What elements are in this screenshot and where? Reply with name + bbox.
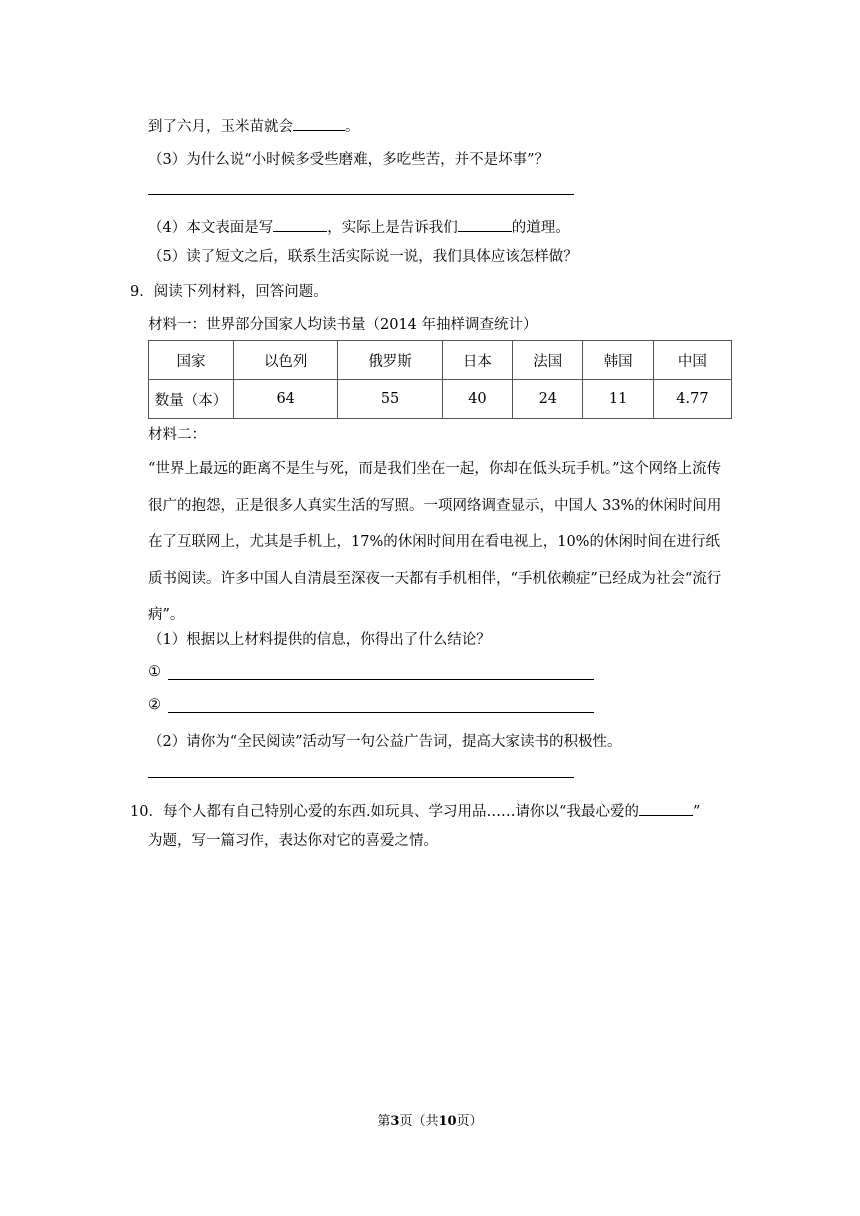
q8-sub3: （3）为什么说“小时候多受些磨难，多吃些苦，并不是坏事”？ (148, 152, 550, 168)
q10-line1 (130, 799, 700, 822)
answer-line[interactable] (168, 679, 594, 680)
answer-blank[interactable] (273, 215, 327, 232)
table-cell: 4.77 (653, 380, 731, 419)
table-cell: 俄罗斯 (338, 341, 442, 380)
reading-table (148, 340, 732, 419)
q8-june-text: 到了六月，玉米苗就会 (148, 119, 293, 135)
table-cell: 国家 (149, 341, 234, 380)
answer-mark-1: ① (148, 664, 161, 680)
answer-line[interactable] (148, 194, 574, 195)
q8-june-line (148, 114, 360, 137)
q8-sub5: （5）读了短文之后，联系生活实际说一说，我们具体应该怎样做？ (148, 249, 578, 265)
table-row (149, 380, 732, 419)
table-cell: 数量（本） (149, 380, 234, 419)
table-cell: 55 (338, 380, 442, 419)
answer-blank[interactable] (293, 114, 345, 131)
footer-post: 页） (456, 1114, 483, 1129)
table-row (149, 341, 732, 380)
q9-sub2: （2）请你为“全民阅读”活动写一句公益广告词，提高大家读书的积极性。 (148, 734, 622, 750)
footer-pre: 第 (377, 1114, 391, 1129)
table-cell: 64 (234, 380, 338, 419)
table-cell: 中国 (653, 341, 731, 380)
q10-text-part2: ” (692, 804, 701, 820)
q10-text-part1: 10．每个人都有自己特别心爱的东西.如玩具、学习用品……请你以“我最心爱的 (130, 804, 639, 820)
q9-sub1: （1）根据以上材料提供的信息，你得出了什么结论？ (148, 632, 491, 648)
table-cell: 24 (513, 380, 583, 419)
answer-blank[interactable] (458, 215, 512, 232)
answer-line[interactable] (148, 777, 574, 778)
table-cell: 以色列 (234, 341, 338, 380)
q8-sub4-part3: 的道理。 (511, 220, 570, 236)
table-cell: 韩国 (583, 341, 653, 380)
q8-sub4-part2: ，实际上是告诉我们 (327, 220, 458, 236)
footer-mid: 页（共 (399, 1114, 439, 1129)
answer-line[interactable] (168, 712, 594, 713)
material2-text: “世界上最远的距离不是生与死，而是我们坐在一起，你却在低头玩手机。”这个网络上流传很广的抱怨，正是很多人真实生活的写照。一项网络调查显示，中国人 33%的休闲时间用在了互联网上，尤其是手机上，17%的休闲时间用在看电视上，10%的休闲时间在进行纸质书阅读。许多中国人自清晨至深夜一天都有手机相伴，“手机依赖症”已经成为社会“流行病”。 (148, 461, 722, 623)
page-number: 3 (390, 1114, 400, 1129)
q8-sub4 (148, 215, 570, 238)
table-cell: 40 (442, 380, 512, 419)
page-footer (0, 1110, 860, 1129)
total-pages: 10 (438, 1114, 457, 1129)
table-cell: 日本 (442, 341, 512, 380)
q9-heading: 9．阅读下列材料，回答问题。 (130, 284, 328, 300)
answer-blank[interactable] (639, 799, 693, 816)
answer-mark-2: ② (148, 697, 161, 713)
q8-june-end: 。 (345, 119, 360, 135)
table-cell: 法国 (513, 341, 583, 380)
material1-title: 材料一：世界部分国家人均读书量（2014 年抽样调查统计） (148, 317, 538, 333)
material2-title: 材料二： (148, 427, 206, 443)
table-cell: 11 (583, 380, 653, 419)
q10-line2: 为题，写一篇习作，表达你对它的喜爱之情。 (148, 833, 438, 849)
q8-sub4-part1: （4）本文表面是写 (148, 220, 274, 236)
